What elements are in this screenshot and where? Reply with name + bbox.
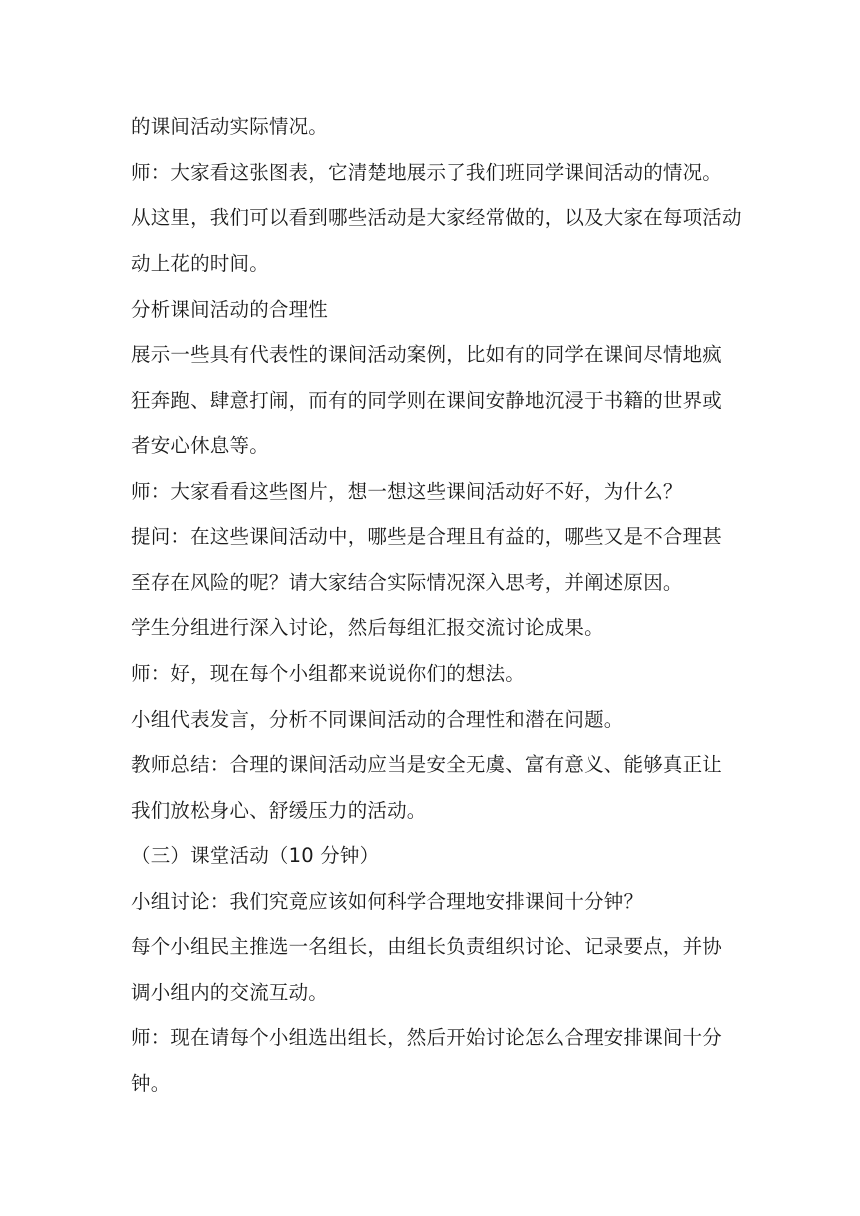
text-line: 每个小组民主推选一名组长，由组长负责组织讨论、记录要点，并协 <box>131 935 723 958</box>
text-line: 展示一些具有代表性的课间活动案例，比如有的同学在课间尽情地疯 <box>131 343 723 366</box>
section-heading: 分析课间活动的合理性 <box>131 298 329 321</box>
text-line: 师：大家看这张图表，它清楚地展示了我们班同学课间活动的情况。 <box>131 161 723 184</box>
text-line: 至存在风险的呢？请大家结合实际情况深入思考，并阐述原因。 <box>131 571 683 594</box>
text-line: 提问：在这些课间活动中，哪些是合理且有益的，哪些又是不合理甚 <box>131 525 723 548</box>
text-line: 动上花的时间。 <box>131 252 269 275</box>
text-line: 的课间活动实际情况。 <box>131 115 329 138</box>
section-heading: （三）课堂活动（10 分钟） <box>131 844 380 867</box>
text-line: 小组代表发言，分析不同课间活动的合理性和潜在问题。 <box>131 708 624 731</box>
text-line: 狂奔跑、肆意打闹，而有的同学则在课间安静地沉浸于书籍的世界或 <box>131 389 723 412</box>
text-line: 教师总结：合理的课间活动应当是安全无虞、富有意义、能够真正让 <box>131 753 723 776</box>
text-line: 师：大家看看这些图片，想一想这些课间活动好不好，为什么？ <box>131 480 683 503</box>
text-line: 钟。 <box>131 1072 171 1095</box>
text-line: 小组讨论：我们究竟应该如何科学合理地安排课间十分钟？ <box>131 890 644 913</box>
text-line: 师：好，现在每个小组都来说说你们的想法。 <box>131 662 526 685</box>
text-line: 调小组内的交流互动。 <box>131 981 329 1004</box>
text-line: 学生分组进行深入讨论，然后每组汇报交流讨论成果。 <box>131 616 604 639</box>
text-line: 师：现在请每个小组选出组长，然后开始讨论怎么合理安排课间十分 <box>131 1026 723 1049</box>
text-line: 我们放松身心、舒缓压力的活动。 <box>131 799 427 822</box>
text-line: 者安心休息等。 <box>131 434 269 457</box>
text-line: 从这里，我们可以看到哪些活动是大家经常做的，以及大家在每项活动 <box>131 206 742 229</box>
